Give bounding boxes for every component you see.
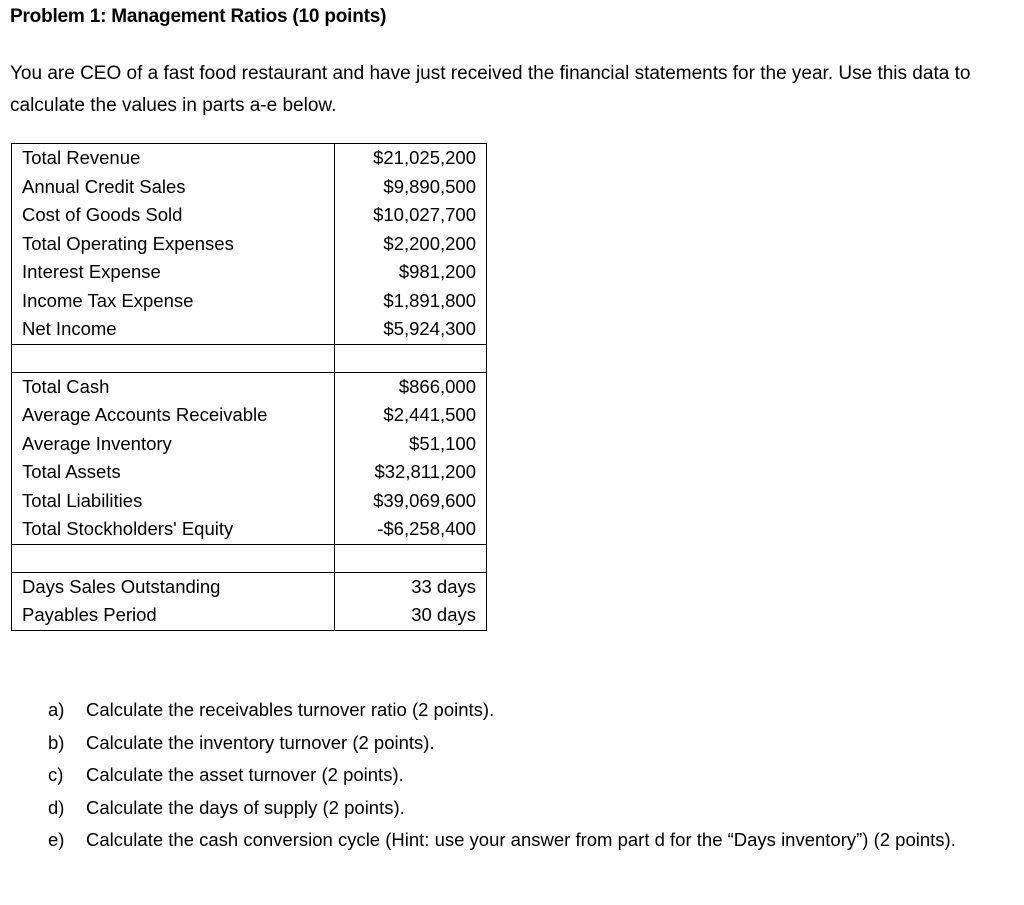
row-value: $866,000	[335, 372, 487, 401]
row-label: Days Sales Outstanding	[12, 572, 335, 601]
table-row	[12, 287, 487, 316]
table-row	[12, 144, 487, 173]
table-spacer-row	[12, 544, 487, 572]
table-row	[12, 458, 487, 487]
question-list	[48, 694, 998, 857]
row-value: $2,200,200	[335, 230, 487, 259]
table-row	[12, 258, 487, 287]
question-letter: b)	[48, 731, 65, 753]
question-text: Calculate the inventory turnover (2 points).	[86, 731, 435, 753]
question-text: Calculate the days of supply (2 points).	[86, 796, 405, 818]
question-letter: a)	[48, 699, 65, 720]
table-row	[12, 401, 487, 430]
list-item	[48, 727, 998, 760]
row-value: $9,890,500	[335, 173, 487, 202]
row-label: Total Cash	[12, 372, 335, 401]
row-label: Interest Expense	[12, 258, 335, 287]
problem-title: Problem 1: Management Ratios (10 points)	[10, 6, 387, 27]
row-value: $1,891,800	[335, 287, 487, 316]
question-text: Calculate the receivables turnover ratio (2 points).	[86, 699, 495, 720]
row-label: Annual Credit Sales	[12, 173, 335, 202]
question-letter: d)	[48, 796, 65, 818]
table-row	[12, 430, 487, 459]
row-value: $10,027,700	[335, 201, 487, 230]
row-value: 30 days	[335, 601, 487, 630]
table-row	[12, 315, 487, 344]
row-label: Cost of Goods Sold	[12, 201, 335, 230]
row-value: $51,100	[335, 430, 487, 459]
list-item	[48, 792, 998, 825]
row-value: $39,069,600	[335, 487, 487, 516]
table-spacer-row	[12, 344, 487, 372]
intro-paragraph	[10, 58, 1000, 122]
row-label: Average Accounts Receivable	[12, 401, 335, 430]
list-item	[48, 759, 998, 792]
table-row	[12, 372, 487, 401]
row-value: $32,811,200	[335, 458, 487, 487]
row-label: Total Stockholders' Equity	[12, 515, 335, 544]
table-row	[12, 173, 487, 202]
financial-data-table	[11, 143, 487, 631]
spacer-cell	[335, 544, 487, 572]
row-value: $2,441,500	[335, 401, 487, 430]
intro-text: You are CEO of a fast food restaurant and have just received the financial statements for the year. Use this data to calculate the values in parts a-e below.	[10, 63, 971, 116]
table-row	[12, 601, 487, 630]
question-text: Calculate the asset turnover (2 points).	[86, 764, 404, 785]
row-label: Total Revenue	[12, 144, 335, 173]
question-letter: e)	[48, 829, 65, 850]
table-row	[12, 201, 487, 230]
row-value: $21,025,200	[335, 144, 487, 173]
table-row	[12, 230, 487, 259]
list-item	[48, 824, 998, 857]
row-value: -$6,258,400	[335, 515, 487, 544]
question-letter: c)	[48, 764, 64, 785]
row-label: Income Tax Expense	[12, 287, 335, 316]
list-item	[48, 694, 998, 727]
row-value: $5,924,300	[335, 315, 487, 344]
row-label: Average Inventory	[12, 430, 335, 459]
spacer-cell	[12, 344, 335, 372]
row-label: Total Liabilities	[12, 487, 335, 516]
row-label: Payables Period	[12, 601, 335, 630]
spacer-cell	[335, 344, 487, 372]
table-row	[12, 487, 487, 516]
row-label: Total Operating Expenses	[12, 230, 335, 259]
row-label: Net Income	[12, 315, 335, 344]
spacer-cell	[12, 544, 335, 572]
row-label: Total Assets	[12, 458, 335, 487]
table-row	[12, 515, 487, 544]
table-row	[12, 572, 487, 601]
row-value: $981,200	[335, 258, 487, 287]
row-value: 33 days	[335, 572, 487, 601]
question-text: Calculate the cash conversion cycle (Hint: use your answer from part d for the “Days inventory”) (2 points).	[86, 829, 956, 850]
